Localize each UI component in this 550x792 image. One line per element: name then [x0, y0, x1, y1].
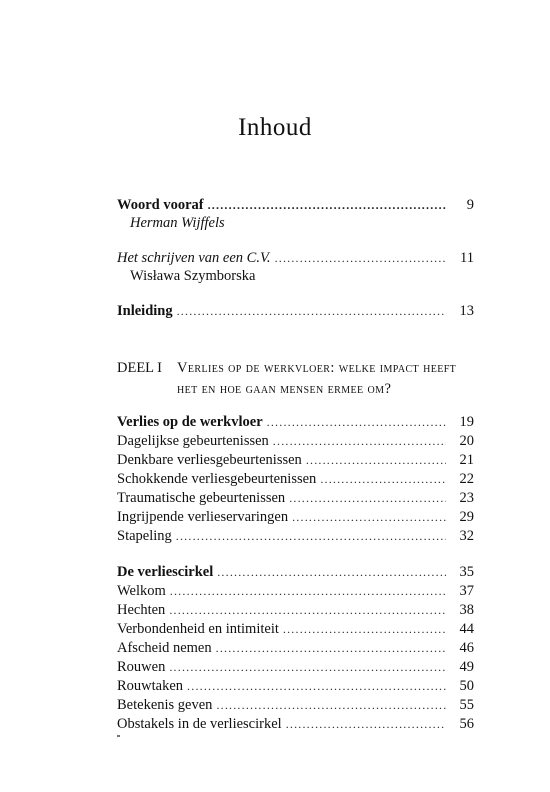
toc-label: Obstakels in de verliescirkel [117, 716, 282, 732]
leader-dots [217, 563, 446, 581]
toc-label: Betekenis geven [117, 697, 213, 713]
toc-page-number: 23 [459, 490, 474, 506]
leader-dots [170, 582, 446, 600]
toc-page-number: 11 [460, 250, 474, 266]
toc-page-number: 38 [459, 602, 474, 618]
leader-dots [216, 639, 446, 657]
toc-entry[interactable] [117, 451, 474, 469]
toc-entry[interactable] [117, 601, 474, 619]
leader-dots [283, 620, 446, 638]
leader-dots [216, 696, 446, 714]
toc-label: Denkbare verliesgebeurtenissen [117, 452, 302, 468]
toc-entry-inleiding[interactable] [117, 302, 474, 320]
toc-entry-woord-vooraf[interactable] [117, 196, 474, 214]
toc-page-number: 50 [459, 678, 474, 694]
toc-page-number: 19 [459, 414, 474, 430]
toc-label: Rouwtaken [117, 678, 184, 694]
leader-dots [286, 715, 446, 733]
toc-entry[interactable] [117, 489, 474, 507]
part-title-line-1: Verlies op de werkvloer: welke impact heeft [177, 360, 457, 376]
toc-label: Inleiding [117, 303, 173, 319]
leader-dots [320, 470, 446, 488]
leader-dots [169, 601, 446, 619]
toc-page-number: 9 [466, 197, 474, 213]
leader-dots [275, 249, 446, 267]
toc-page-number: 29 [459, 509, 474, 525]
toc-label: Afscheid nemen [117, 640, 212, 656]
toc-label: Welkom [117, 583, 166, 599]
toc-label: Hechten [117, 602, 166, 618]
leader-dots [306, 451, 446, 469]
toc-label: Verlies op de werkvloer [117, 414, 263, 430]
toc-label: Dagelijkse gebeurtenissen [117, 433, 269, 449]
toc-page-number: 56 [459, 716, 474, 732]
leader-dots [169, 658, 446, 676]
leader-dots [177, 302, 446, 320]
toc-page-number: 44 [459, 621, 474, 637]
toc-chapter-verliescirkel[interactable] [117, 563, 474, 581]
toc-entry[interactable] [117, 658, 474, 676]
leader-dots [289, 489, 446, 507]
toc-label: Rouwen [117, 659, 166, 675]
leader-dots [187, 677, 446, 695]
toc-page-number: 22 [459, 471, 474, 487]
toc-label: Traumatische gebeurtenissen [117, 490, 286, 506]
toc-entry[interactable] [117, 432, 474, 450]
toc-entry[interactable] [117, 527, 474, 545]
toc-label: Het schrijven van een C.V. [117, 250, 271, 266]
toc-label: Schokkende verliesgebeurtenissen [117, 471, 317, 487]
toc-entry[interactable] [117, 677, 474, 695]
leader-dots [273, 432, 446, 450]
toc-entry[interactable] [117, 470, 474, 488]
leader-dots [208, 196, 446, 214]
toc-label: De verliescirkel [117, 564, 214, 580]
toc-entry[interactable] [117, 639, 474, 657]
toc-author: Herman Wijffels [130, 215, 225, 231]
toc-page-number: 35 [459, 564, 474, 580]
toc-entry[interactable] [117, 508, 474, 526]
toc-author: Wisława Szymborska [130, 268, 256, 284]
page-title: Inhoud [238, 114, 312, 141]
toc-page-number: 49 [459, 659, 474, 675]
part-heading [117, 358, 497, 400]
toc-page-number: 32 [459, 528, 474, 544]
toc-entry[interactable] [117, 715, 474, 733]
toc-page-number: 20 [459, 433, 474, 449]
toc-page-number: 55 [459, 697, 474, 713]
part-title-line-2: het en hoe gaan mensen ermee om? [177, 381, 392, 397]
toc-page-number: 37 [459, 583, 474, 599]
toc-entry[interactable] [117, 582, 474, 600]
toc-page-number: 21 [459, 452, 474, 468]
toc-entry-cv[interactable] [117, 249, 474, 267]
leader-dots [267, 413, 446, 431]
leader-dots [176, 527, 446, 545]
toc-label: Woord vooraf [117, 197, 204, 213]
part-number: DEEL I [117, 360, 162, 376]
toc-page-number: 46 [459, 640, 474, 656]
toc-entry[interactable] [117, 620, 474, 638]
toc-entry[interactable] [117, 696, 474, 714]
toc-label: Stapeling [117, 528, 172, 544]
leader-dots [292, 508, 446, 526]
toc-page-number: 13 [459, 303, 474, 319]
toc-chapter-verlies[interactable] [117, 413, 474, 431]
toc-label: Verbondenheid en intimiteit [117, 621, 279, 637]
print-speck [117, 735, 120, 737]
toc-label: Ingrijpende verlieservaringen [117, 509, 289, 525]
